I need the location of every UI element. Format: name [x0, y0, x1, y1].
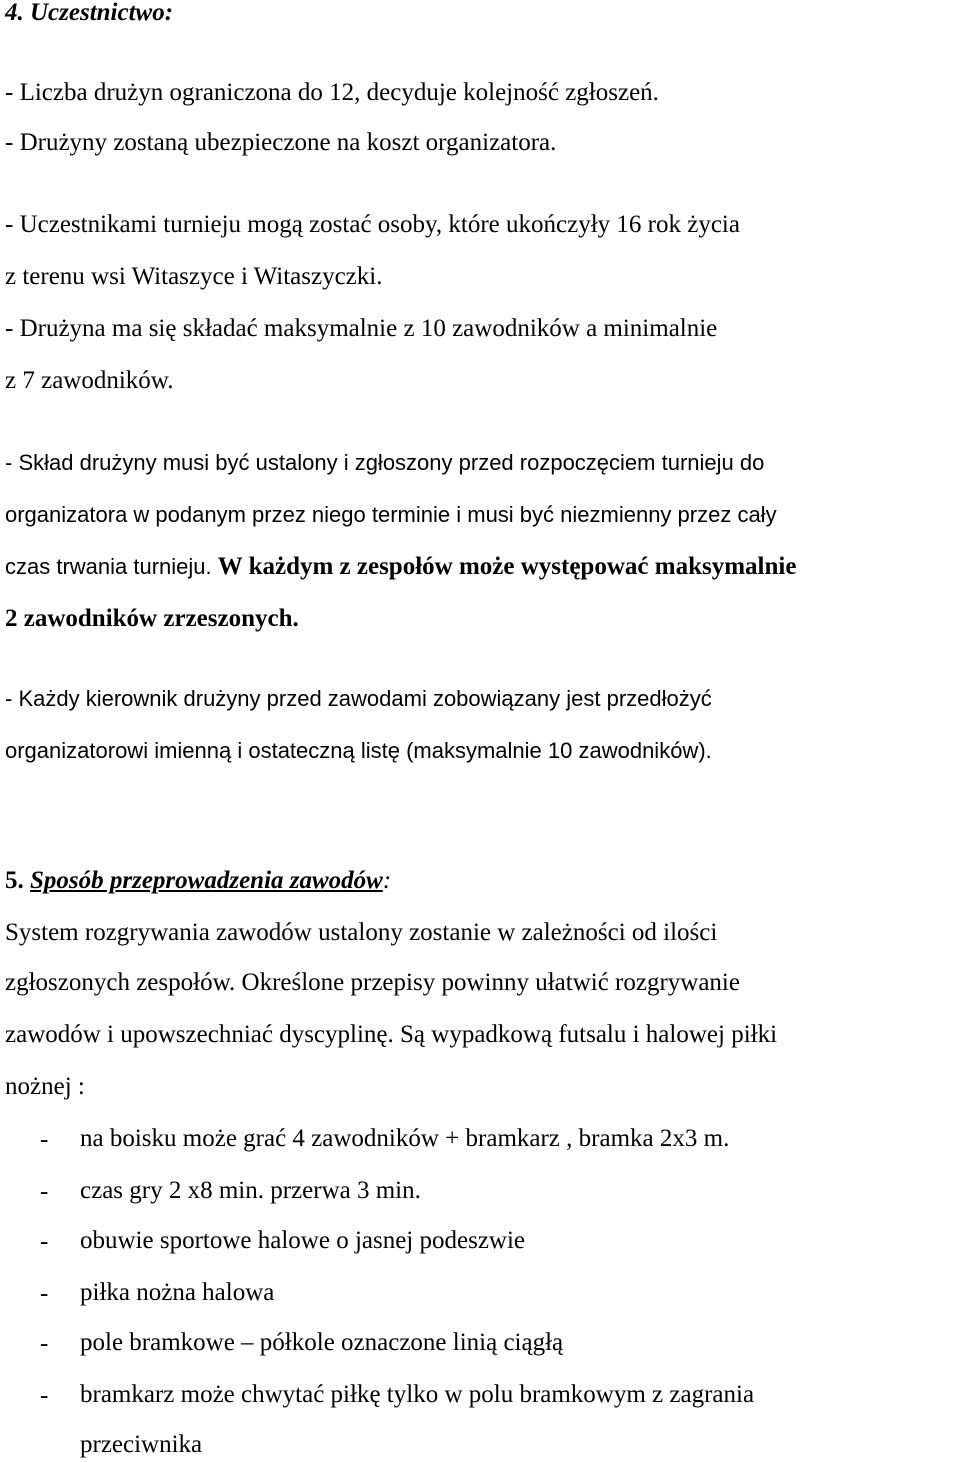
- system-paragraph-line-1: System rozgrywania zawodów ustalony zostanie w zależności od ilości: [5, 919, 718, 946]
- rule-squad-plain: czas trwania turnieju.: [5, 554, 218, 579]
- rule-squad-line-1: - Skład drużyny musi być ustalony i zgłoszony przed rozpoczęciem turnieju do: [5, 450, 765, 475]
- system-paragraph-line-3: zawodów i upowszechniać dyscyplinę. Są wypadkową futsalu i halowej piłki: [5, 1021, 778, 1048]
- list-bullet: -: [40, 1382, 49, 1409]
- list-item: pole bramkowe – półkole oznaczone linią ciągłą: [80, 1329, 564, 1356]
- rule-team-size: - Drużyna ma się składać maksymalnie z 10 zawodników a minimalnie: [5, 315, 718, 342]
- rule-registered-players-cont: 2 zawodników zrzeszonych.: [5, 605, 299, 632]
- list-bullet: -: [40, 1126, 49, 1153]
- list-bullet: -: [40, 1330, 49, 1357]
- rule-manager-line-2: organizatorowi imienną i ostateczną listę (maksymalnie 10 zawodników).: [5, 738, 712, 763]
- list-item: na boisku może grać 4 zawodników + bramkarz , bramka 2x3 m.: [80, 1125, 730, 1152]
- list-bullet: -: [40, 1280, 49, 1307]
- rule-squad-line-2: organizatora w podanym przez niego terminie i musi być niezmienny przez cały: [5, 502, 777, 527]
- list-item: bramkarz może chwytać piłkę tylko w polu bramkowym z zagrania: [80, 1381, 755, 1408]
- section-4-heading: 4. Uczestnictwo:: [5, 0, 174, 26]
- rule-registered-players: W każdym z zespołów może występować maksymalnie: [217, 553, 797, 580]
- list-item: czas gry 2 x8 min. przerwa 3 min.: [80, 1177, 421, 1204]
- list-bullet: -: [40, 1228, 49, 1255]
- section-5-colon: :: [382, 867, 392, 894]
- rule-team-limit: - Liczba drużyn ograniczona do 12, decyduje kolejność zgłoszeń.: [5, 79, 659, 106]
- list-bullet: -: [40, 1178, 49, 1205]
- system-paragraph-line-2: zgłoszonych zespołów. Określone przepisy powinny ułatwić rozgrywanie: [5, 969, 740, 996]
- rule-manager-line-1: - Każdy kierownik drużyny przed zawodami zobowiązany jest przedłożyć: [5, 686, 712, 711]
- rule-participants: - Uczestnikami turnieju mogą zostać osoby, które ukończyły 16 rok życia: [5, 211, 740, 238]
- system-paragraph-line-4: nożnej :: [5, 1073, 85, 1100]
- list-item: piłka nożna halowa: [80, 1279, 275, 1306]
- list-item-continuation: przeciwnika: [80, 1431, 203, 1458]
- rule-participants-cont: z terenu wsi Witaszyce i Witaszyczki.: [5, 263, 383, 290]
- rule-team-size-cont: z 7 zawodników.: [5, 367, 174, 394]
- rule-insurance: - Drużyny zostaną ubezpieczone na koszt organizatora.: [5, 129, 557, 156]
- section-5-heading: [5, 868, 391, 893]
- rule-squad-line-3: [5, 554, 796, 579]
- section-5-title: Sposób przeprowadzenia zawodów: [30, 867, 383, 894]
- list-item: obuwie sportowe halowe o jasnej podeszwie: [80, 1227, 526, 1254]
- section-5-number: 5.: [5, 867, 30, 894]
